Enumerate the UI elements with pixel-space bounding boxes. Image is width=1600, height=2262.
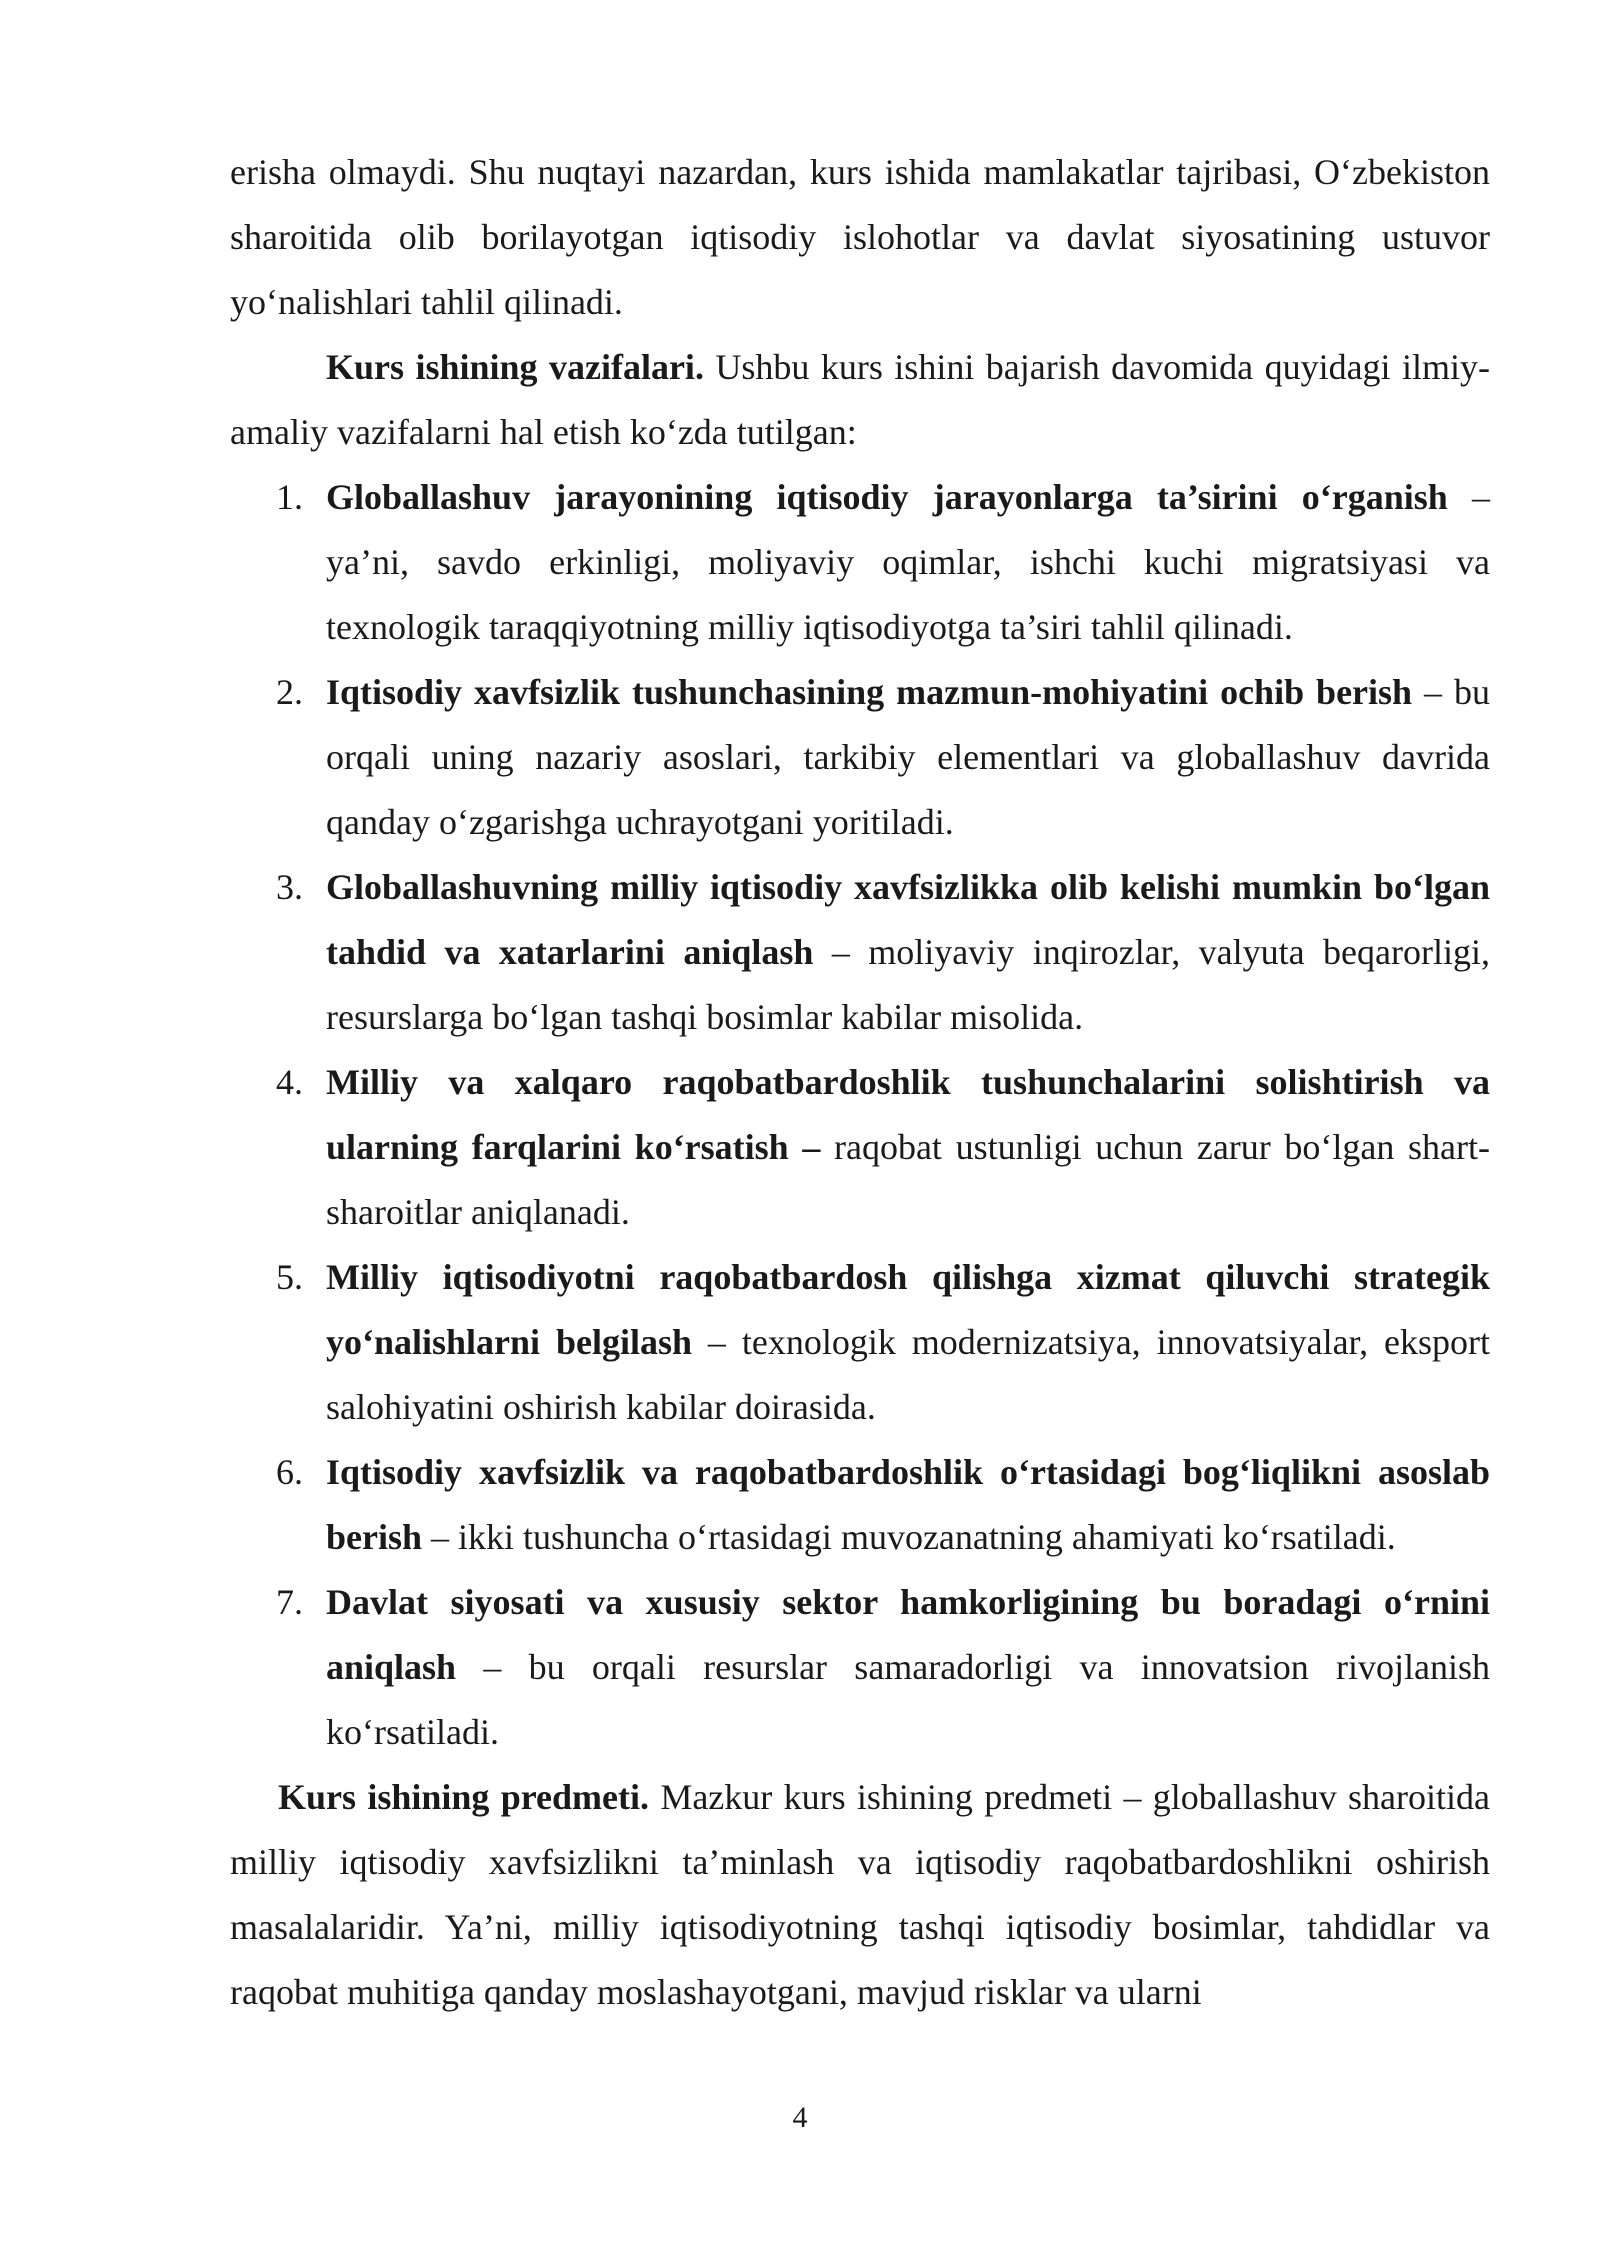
list-item-text: – ikki tushuncha oʻrtasidagi muvozanatning ahamiyati koʻrsatiladi. [422, 1517, 1396, 1557]
list-item-number: 2. [276, 672, 303, 712]
list-item [230, 1570, 1490, 1765]
subject-heading: Kurs ishining predmeti. [278, 1777, 650, 1817]
list-item-number: 6. [276, 1452, 303, 1492]
list-item-number: 3. [276, 867, 303, 907]
list-item-text: – texnologik modernizatsiya, innovatsiyalar, eksport salohiyatini oshirish kabilar doirasida. [326, 1322, 1490, 1427]
list-item-text: – bu orqali resurslar samaradorligi va innovatsion rivojlanish koʻrsatiladi. [326, 1647, 1490, 1752]
tasks-list [230, 465, 1490, 1765]
list-item-title: Globallashuvning milliy iqtisodiy xavfsizlikka olib kelishi mumkin boʻlgan tahdid va xatarlarini aniqlash [326, 867, 1490, 972]
tasks-intro-text: Ushbu kurs ishini bajarish davomida quyidagi ilmiy-amaliy vazifalarni hal etish koʻzda tutilgan: [230, 347, 1491, 452]
list-item-title: Davlat siyosati va xususiy sektor hamkorligining bu boradagi oʻrnini aniqlash [326, 1582, 1490, 1687]
list-item-title: Iqtisodiy xavfsizlik va raqobatbardoshlik oʻrtasidagi bogʻliqlikni asoslab berish [326, 1452, 1490, 1557]
list-item [230, 660, 1490, 855]
list-item [230, 855, 1490, 1050]
list-item-title: Milliy va xalqaro raqobatbardoshlik tushunchalarini solishtirish va ularning farqlarini koʻrsatish – [326, 1062, 1490, 1167]
list-item [230, 1050, 1490, 1245]
list-item-text: – moliyaviy inqirozlar, valyuta beqarorligi, resurslarga boʻlgan tashqi bosimlar kabilar misolida. [326, 932, 1490, 1037]
intro-paragraph: erisha olmaydi. Shu nuqtayi nazardan, kurs ishida mamlakatlar tajribasi, Oʻzbekiston sharoitida olib borilayotgan iqtisodiy islohotlar va davlat siyosatining ustuvor yoʻnalishlari tahlil qilinadi. [230, 152, 1490, 322]
list-item [230, 465, 1490, 660]
subject-text: Mazkur kurs ishining predmeti – globallashuv sharoitida milliy iqtisodiy xavfsizlikni ta’minlash va iqtisodiy raqobatbardoshlikni oshirish masalalaridir. Ya’ni, milliy iqtisodiyotning tashqi iqtisodiy bosimlar, tahdidlar va raqobat muhitiga qanday moslashayotgani, mavjud risklar va ularni [230, 1777, 1490, 2012]
list-item-number: 5. [276, 1257, 303, 1297]
list-item [230, 1440, 1490, 1570]
document-page [230, 140, 1490, 2025]
list-item-number: 7. [276, 1582, 303, 1622]
tasks-intro-paragraph [230, 335, 1490, 465]
list-item-text: raqobat ustunligi uchun zarur boʻlgan shart-sharoitlar aniqlanadi. [326, 1127, 1490, 1232]
list-item-number: 4. [276, 1062, 303, 1102]
page-number: 4 [792, 2101, 808, 2134]
list-item-title: Globallashuv jarayonining iqtisodiy jarayonlarga ta’sirini oʻrganish [326, 477, 1448, 517]
subject-paragraph [230, 1765, 1490, 2025]
tasks-heading: Kurs ishining vazifalari. [326, 347, 704, 387]
list-item-title: Iqtisodiy xavfsizlik tushunchasining mazmun-mohiyatini ochib berish [326, 672, 1413, 712]
list-item-text: – ya’ni, savdo erkinligi, moliyaviy oqimlar, ishchi kuchi migratsiyasi va texnologik taraqqiyotning milliy iqtisodiyotga ta’siri tahlil qilinadi. [326, 477, 1491, 647]
list-item-title: Milliy iqtisodiyotni raqobatbardosh qilishga xizmat qiluvchi strategik yoʻnalishlarni belgilash [326, 1257, 1490, 1362]
list-item [230, 1245, 1490, 1440]
list-item-text: – bu orqali uning nazariy asoslari, tarkibiy elementlari va globallashuv davrida qanday oʻzgarishga uchrayotgani yoritiladi. [326, 672, 1491, 842]
list-item-number: 1. [276, 477, 303, 517]
